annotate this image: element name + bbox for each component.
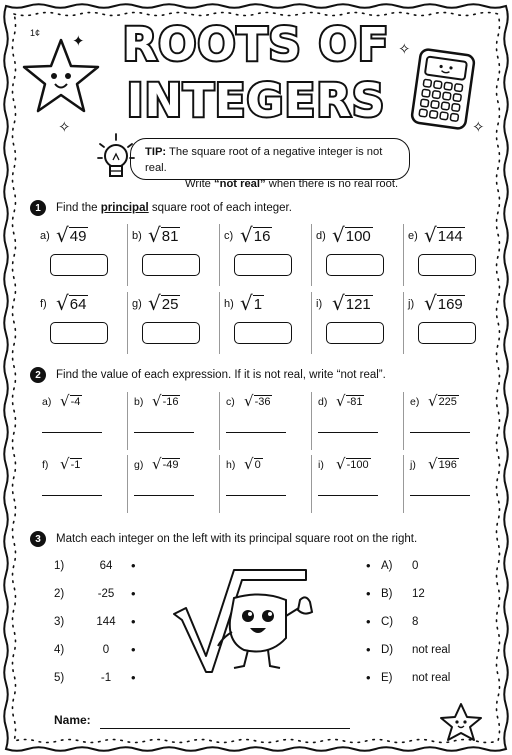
- radicand: 196: [438, 459, 457, 471]
- sparkle-icon: ✧: [398, 41, 411, 58]
- left-match-dot[interactable]: •: [131, 670, 136, 685]
- radical-sign: √: [60, 392, 70, 410]
- radical-sign: √: [332, 223, 345, 247]
- radical-sign: √: [56, 223, 69, 247]
- radical-expression: [244, 392, 272, 409]
- right-item-letter: E): [381, 672, 393, 684]
- small-star-icon: [436, 698, 486, 744]
- right-item-value: 8: [412, 616, 419, 628]
- radicand: 100: [345, 228, 371, 245]
- radicand: 1: [253, 296, 263, 313]
- radical-expression: [240, 224, 272, 245]
- problem-cell: [36, 292, 128, 354]
- radical-expression: [60, 392, 82, 409]
- left-match-dot[interactable]: •: [131, 614, 136, 629]
- radical-expression: [56, 224, 88, 245]
- radical-sign: √: [336, 392, 346, 410]
- tip-label: TIP:: [145, 146, 167, 158]
- answer-box[interactable]: [418, 322, 476, 344]
- radical-sign: √: [428, 392, 438, 410]
- left-item-number: 2): [54, 588, 65, 600]
- problem-label: j): [408, 298, 415, 310]
- answer-box[interactable]: [326, 254, 384, 276]
- radical-expression: [148, 292, 180, 313]
- radical-sign: √: [336, 455, 346, 473]
- radical-sign: √: [424, 223, 437, 247]
- answer-box[interactable]: [326, 322, 384, 344]
- answer-line[interactable]: [318, 495, 378, 496]
- radical-expression: [244, 455, 263, 472]
- section-3-number: 3: [30, 531, 46, 547]
- problem-cell: [404, 392, 496, 450]
- problem-cell: [220, 224, 312, 286]
- problem-label: j): [410, 459, 416, 471]
- problem-cell: [404, 455, 496, 513]
- answer-line[interactable]: [42, 432, 102, 433]
- radical-expression: [424, 292, 465, 313]
- radical-expression: [152, 392, 180, 409]
- problem-label: b): [134, 396, 144, 408]
- left-match-dot[interactable]: •: [131, 642, 136, 657]
- section-2-row-2: [36, 455, 496, 513]
- radical-sign: √: [152, 392, 162, 410]
- star-mascot-icon: [20, 36, 102, 116]
- right-match-dot[interactable]: •: [366, 670, 371, 685]
- radicand: -36: [254, 396, 271, 408]
- problem-label: e): [410, 396, 420, 408]
- radicand: 81: [161, 228, 179, 245]
- left-item-number: 5): [54, 672, 65, 684]
- right-item-letter: B): [381, 588, 393, 600]
- problem-cell: [404, 224, 496, 286]
- tip-line-2-bold: “not real”: [214, 178, 266, 190]
- radical-sign: √: [60, 455, 70, 473]
- problem-cell: [128, 455, 220, 513]
- radical-expression: [332, 292, 373, 313]
- title-line-1: ROOTS OF: [122, 18, 390, 71]
- radicand: -81: [346, 396, 363, 408]
- radicand: 25: [161, 296, 179, 313]
- tip-line-1: The square root of a negative integer is not real.: [145, 146, 383, 174]
- radicand: -16: [162, 396, 179, 408]
- tip-line-2-pre: Write: [185, 178, 215, 190]
- radical-sign: √: [332, 291, 345, 315]
- problem-cell: [128, 292, 220, 354]
- radical-sign: √: [428, 455, 438, 473]
- radicand: -49: [162, 459, 179, 471]
- problem-label: i): [318, 459, 324, 471]
- answer-line[interactable]: [134, 432, 194, 433]
- tip-line-2: [145, 176, 401, 192]
- answer-line[interactable]: [134, 495, 194, 496]
- section-1-instruction: [56, 202, 292, 214]
- radicand: 16: [253, 228, 271, 245]
- left-match-dot[interactable]: •: [131, 586, 136, 601]
- section-2-row-1: [36, 392, 496, 450]
- problem-label: c): [226, 396, 235, 408]
- radical-expression: [148, 224, 180, 245]
- problem-label: e): [408, 230, 418, 242]
- right-item-letter: C): [381, 616, 394, 628]
- answer-line[interactable]: [226, 495, 286, 496]
- radical-sign: √: [240, 223, 253, 247]
- right-match-dot[interactable]: •: [366, 586, 371, 601]
- radical-expression: [428, 455, 459, 472]
- title-line-2: INTEGERS: [126, 74, 386, 127]
- left-match-dot[interactable]: •: [131, 558, 136, 573]
- radical-sign: √: [148, 223, 161, 247]
- square-root-mascot-icon: [170, 560, 340, 678]
- right-item-value: not real: [412, 672, 451, 684]
- radical-sign: √: [244, 392, 254, 410]
- section-2-heading: [30, 367, 386, 383]
- answer-line[interactable]: [226, 432, 286, 433]
- problem-label: a): [40, 230, 50, 242]
- problem-label: g): [134, 459, 144, 471]
- radicand: -4: [70, 396, 81, 408]
- radical-sign: √: [240, 291, 253, 315]
- right-item-value: 0: [412, 560, 419, 572]
- radicand: -100: [346, 459, 369, 471]
- name-label: Name:: [54, 713, 91, 727]
- answer-box[interactable]: [50, 254, 108, 276]
- problem-label: d): [318, 396, 328, 408]
- section-2-instruction: Find the value of each expression. If it is not real, write “not real”.: [56, 369, 386, 381]
- problem-cell: [312, 392, 404, 450]
- corner-label: 1¢: [30, 28, 41, 38]
- name-input-line[interactable]: [100, 728, 350, 729]
- problem-cell: [312, 455, 404, 513]
- section-1-text-bold: principal: [100, 202, 149, 214]
- answer-line[interactable]: [410, 495, 470, 496]
- right-match-dot[interactable]: •: [366, 642, 371, 657]
- left-item-value: 144: [96, 616, 116, 628]
- problem-cell: [36, 392, 128, 450]
- radicand: 225: [438, 396, 457, 408]
- radical-expression: [60, 455, 82, 472]
- problem-cell: [128, 224, 220, 286]
- title: [96, 10, 416, 128]
- radical-expression: [336, 392, 364, 409]
- radical-expression: [332, 224, 373, 245]
- left-item-number: 1): [54, 560, 65, 572]
- answer-line[interactable]: [318, 432, 378, 433]
- problem-label: f): [40, 298, 47, 310]
- problem-label: f): [42, 459, 49, 471]
- radicand: 49: [69, 228, 87, 245]
- left-item-number: 4): [54, 644, 65, 656]
- left-item-value: -25: [97, 588, 115, 600]
- problem-cell: [220, 292, 312, 354]
- problem-label: i): [316, 298, 323, 310]
- answer-box[interactable]: [234, 254, 292, 276]
- answer-box[interactable]: [50, 322, 108, 344]
- radical-sign: √: [152, 455, 162, 473]
- section-3-instruction: Match each integer on the left with its principal square root on the right.: [56, 533, 418, 545]
- right-match-dot[interactable]: •: [366, 558, 371, 573]
- left-item-value: 64: [99, 560, 113, 572]
- radical-sign: √: [424, 291, 437, 315]
- radical-expression: [152, 455, 180, 472]
- radicand: -1: [70, 459, 81, 471]
- right-match-dot[interactable]: •: [366, 614, 371, 629]
- section-1-number: 1: [30, 200, 46, 216]
- problem-label: a): [42, 396, 52, 408]
- radicand: 121: [345, 296, 371, 313]
- radical-sign: √: [244, 455, 254, 473]
- problem-label: h): [226, 459, 236, 471]
- section-1-heading: [30, 200, 292, 216]
- answer-box[interactable]: [142, 322, 200, 344]
- section-1-row-1: [36, 224, 496, 286]
- answer-box[interactable]: [234, 322, 292, 344]
- section-3-heading: [30, 531, 417, 547]
- left-item-number: 3): [54, 616, 65, 628]
- section-1-text-post: square root of each integer.: [148, 202, 292, 214]
- answer-box[interactable]: [418, 254, 476, 276]
- problem-cell: [128, 392, 220, 450]
- radical-expression: [240, 292, 264, 313]
- section-1-row-2: [36, 292, 496, 354]
- right-item-letter: A): [381, 560, 393, 572]
- calculator-icon: [410, 48, 476, 130]
- radicand: 64: [69, 296, 87, 313]
- problem-label: g): [132, 298, 142, 310]
- radical-expression: [56, 292, 88, 313]
- radical-sign: √: [148, 291, 161, 315]
- answer-line[interactable]: [42, 495, 102, 496]
- answer-box[interactable]: [142, 254, 200, 276]
- radicand: 144: [437, 228, 463, 245]
- section-1-text-pre: Find the: [56, 202, 101, 214]
- right-item-value: not real: [412, 644, 451, 656]
- radicand: 169: [437, 296, 463, 313]
- problem-cell: [312, 292, 404, 354]
- right-item-letter: D): [381, 644, 394, 656]
- problem-cell: [36, 455, 128, 513]
- radical-expression: [428, 392, 459, 409]
- radical-expression: [424, 224, 465, 245]
- sparkle-icon: ✧: [58, 119, 71, 136]
- answer-line[interactable]: [410, 432, 470, 433]
- problem-cell: [36, 224, 128, 286]
- right-item-value: 12: [412, 588, 425, 600]
- problem-label: c): [224, 230, 234, 242]
- problem-cell: [404, 292, 496, 354]
- problem-label: b): [132, 230, 142, 242]
- radicand: 0: [254, 459, 261, 471]
- problem-cell: [220, 392, 312, 450]
- radical-expression: [336, 455, 371, 472]
- problem-cell: [220, 455, 312, 513]
- left-item-value: 0: [102, 644, 110, 656]
- tip-line-2-post: when there is no real root.: [265, 178, 399, 190]
- section-2-number: 2: [30, 367, 46, 383]
- tip-box: [130, 138, 410, 190]
- sparkle-icon: ✦: [72, 33, 85, 50]
- sparkle-icon: ✧: [472, 119, 485, 136]
- left-item-value: -1: [100, 672, 112, 684]
- problem-label: h): [224, 298, 234, 310]
- problem-cell: [312, 224, 404, 286]
- problem-label: d): [316, 230, 326, 242]
- radical-sign: √: [56, 291, 69, 315]
